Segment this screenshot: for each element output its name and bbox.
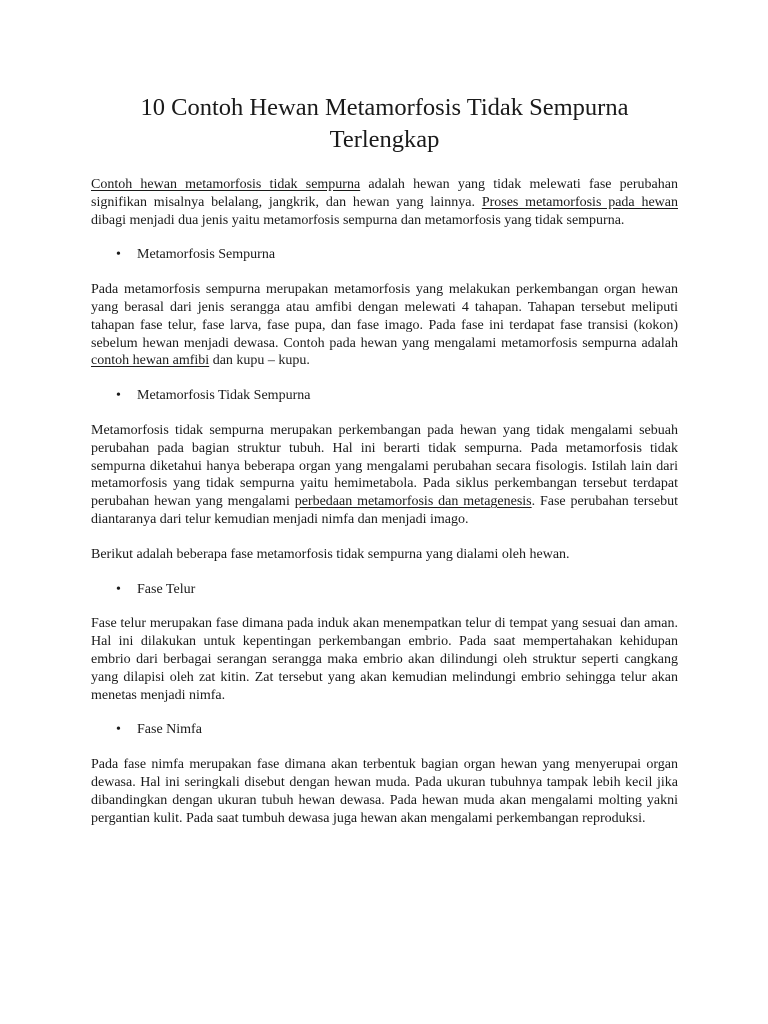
paragraph-text: Metamorfosis tidak sempurna merupakan perkembangan pada hewan yang tidak mengalami sebuah perubahan pada bagian struktur tubuh. Hal ini berarti tidak sempurna. Pada metamorfosis tidak sempurna diketahui hanya beberapa organ yang mengalami perubahan secara fisologis. Istilah lain dari metamorfosis yang tidak sempurna yaitu hemimetabola. Pada siklus perkembangan tersebut terdapat perubahan hewan yang mengalami [91,422,678,510]
page-title: 10 Contoh Hewan Metamorfosis Tidak Sempurna Terlengkap [140,94,629,153]
bullet-fase-nimfa [91,721,678,739]
paragraph-fase-telur: Fase telur merupakan fase dimana pada induk akan menempatkan telur di tempat yang sesuai dan aman. Hal ini dilakukan untuk kepentingan perkembangan embrio. Pada saat mempertahakan kehidupan embrio dari berbagai serangan serangga maka embrio akan dilindungi oleh struktur seperti cangkang yang dilapisi oleh zat kitin. Zat tersebut yang akan kemudian melindungi embrio sehingga telur akan menetas menjadi nimfa. [91,616,678,703]
paragraph-text: . Fase perubahan tersebut diantaranya dari telur kemudian menjadi nimfa dan menjadi imago. [91,494,678,527]
link-perbedaan-metamorfosis-dan-metagenesis[interactable]: perbedaan metamorfosis dan metagenesis [294,494,532,510]
bullet-dot: • [116,247,121,263]
intro-paragraph [91,176,678,229]
link-contoh-hewan-metamorfosis-tidak-sempurna[interactable]: Contoh hewan metamorfosis tidak sempurna [91,177,361,192]
bullet-label: Fase Nimfa [137,722,202,738]
bullet-metamorfosis-tidak-sempurna [91,387,678,405]
intro-text-1: adalah hewan yang tidak melewati fase perubahan signifikan misalnya belalang, jangkrik, dan hewan yang lainnya. [91,177,678,210]
intro-text-2: dibagi menjadi dua jenis yaitu metamorfosis sempurna dan metamorfosis yang tidak sempurna. [91,212,625,228]
paragraph-metamorfosis-tidak-sempurna [91,422,678,529]
paragraph-berikut: Berikut adalah beberapa fase metamorfosis tidak sempurna yang dialami oleh hewan. [91,546,570,562]
paragraph-metamorfosis-sempurna [91,281,678,370]
bullet-fase-telur [91,581,678,599]
paragraph-text: dan kupu – kupu. [209,353,310,369]
paragraph-fase-nimfa: Pada fase nimfa merupakan fase dimana akan terbentuk bagian organ hewan yang menyerupai organ dewasa. Hal ini seringkali disebut dengan hewan muda. Pada ukuran tubuhnya tampak lebih kecil jika dibandingkan dengan ukuran tubuh hewan dewasa. Pada hewan muda akan mengalami molting yakni pergantian kulit. Pada saat tumbuh dewasa juga hewan akan mengalami perkembangan reproduksi. [91,757,678,826]
bullet-dot: • [116,388,121,404]
bullet-dot: • [116,722,121,738]
link-proses-metamorfosis-pada-hewan[interactable]: Proses metamorfosis pada hewan [481,194,678,210]
bullet-metamorfosis-sempurna [91,246,678,264]
bullet-label: Fase Telur [137,581,196,597]
bullet-dot: • [116,581,121,597]
bullet-label: Metamorfosis Tidak Sempurna [137,388,311,404]
paragraph-text: Pada metamorfosis sempurna merupakan metamorfosis yang melakukan perkembangan organ hewan yang berasal dari jenis serangga atau amfibi dengan melewati 4 tahapan. Tahapan tersebut meliputi tahapan fase telur, fase larva, fase pupa, dan fase imago. Pada fase ini terdapat fase transisi (kokon) sebelum hewan menjadi dewasa. Contoh pada hewan yang mengalami metamorfosis sempurna adalah [91,282,678,351]
bullet-label: Metamorfosis Sempurna [137,247,276,263]
paragraph-gap [91,529,678,546]
link-contoh-hewan-amfibi[interactable]: contoh hewan amfibi [91,353,210,369]
